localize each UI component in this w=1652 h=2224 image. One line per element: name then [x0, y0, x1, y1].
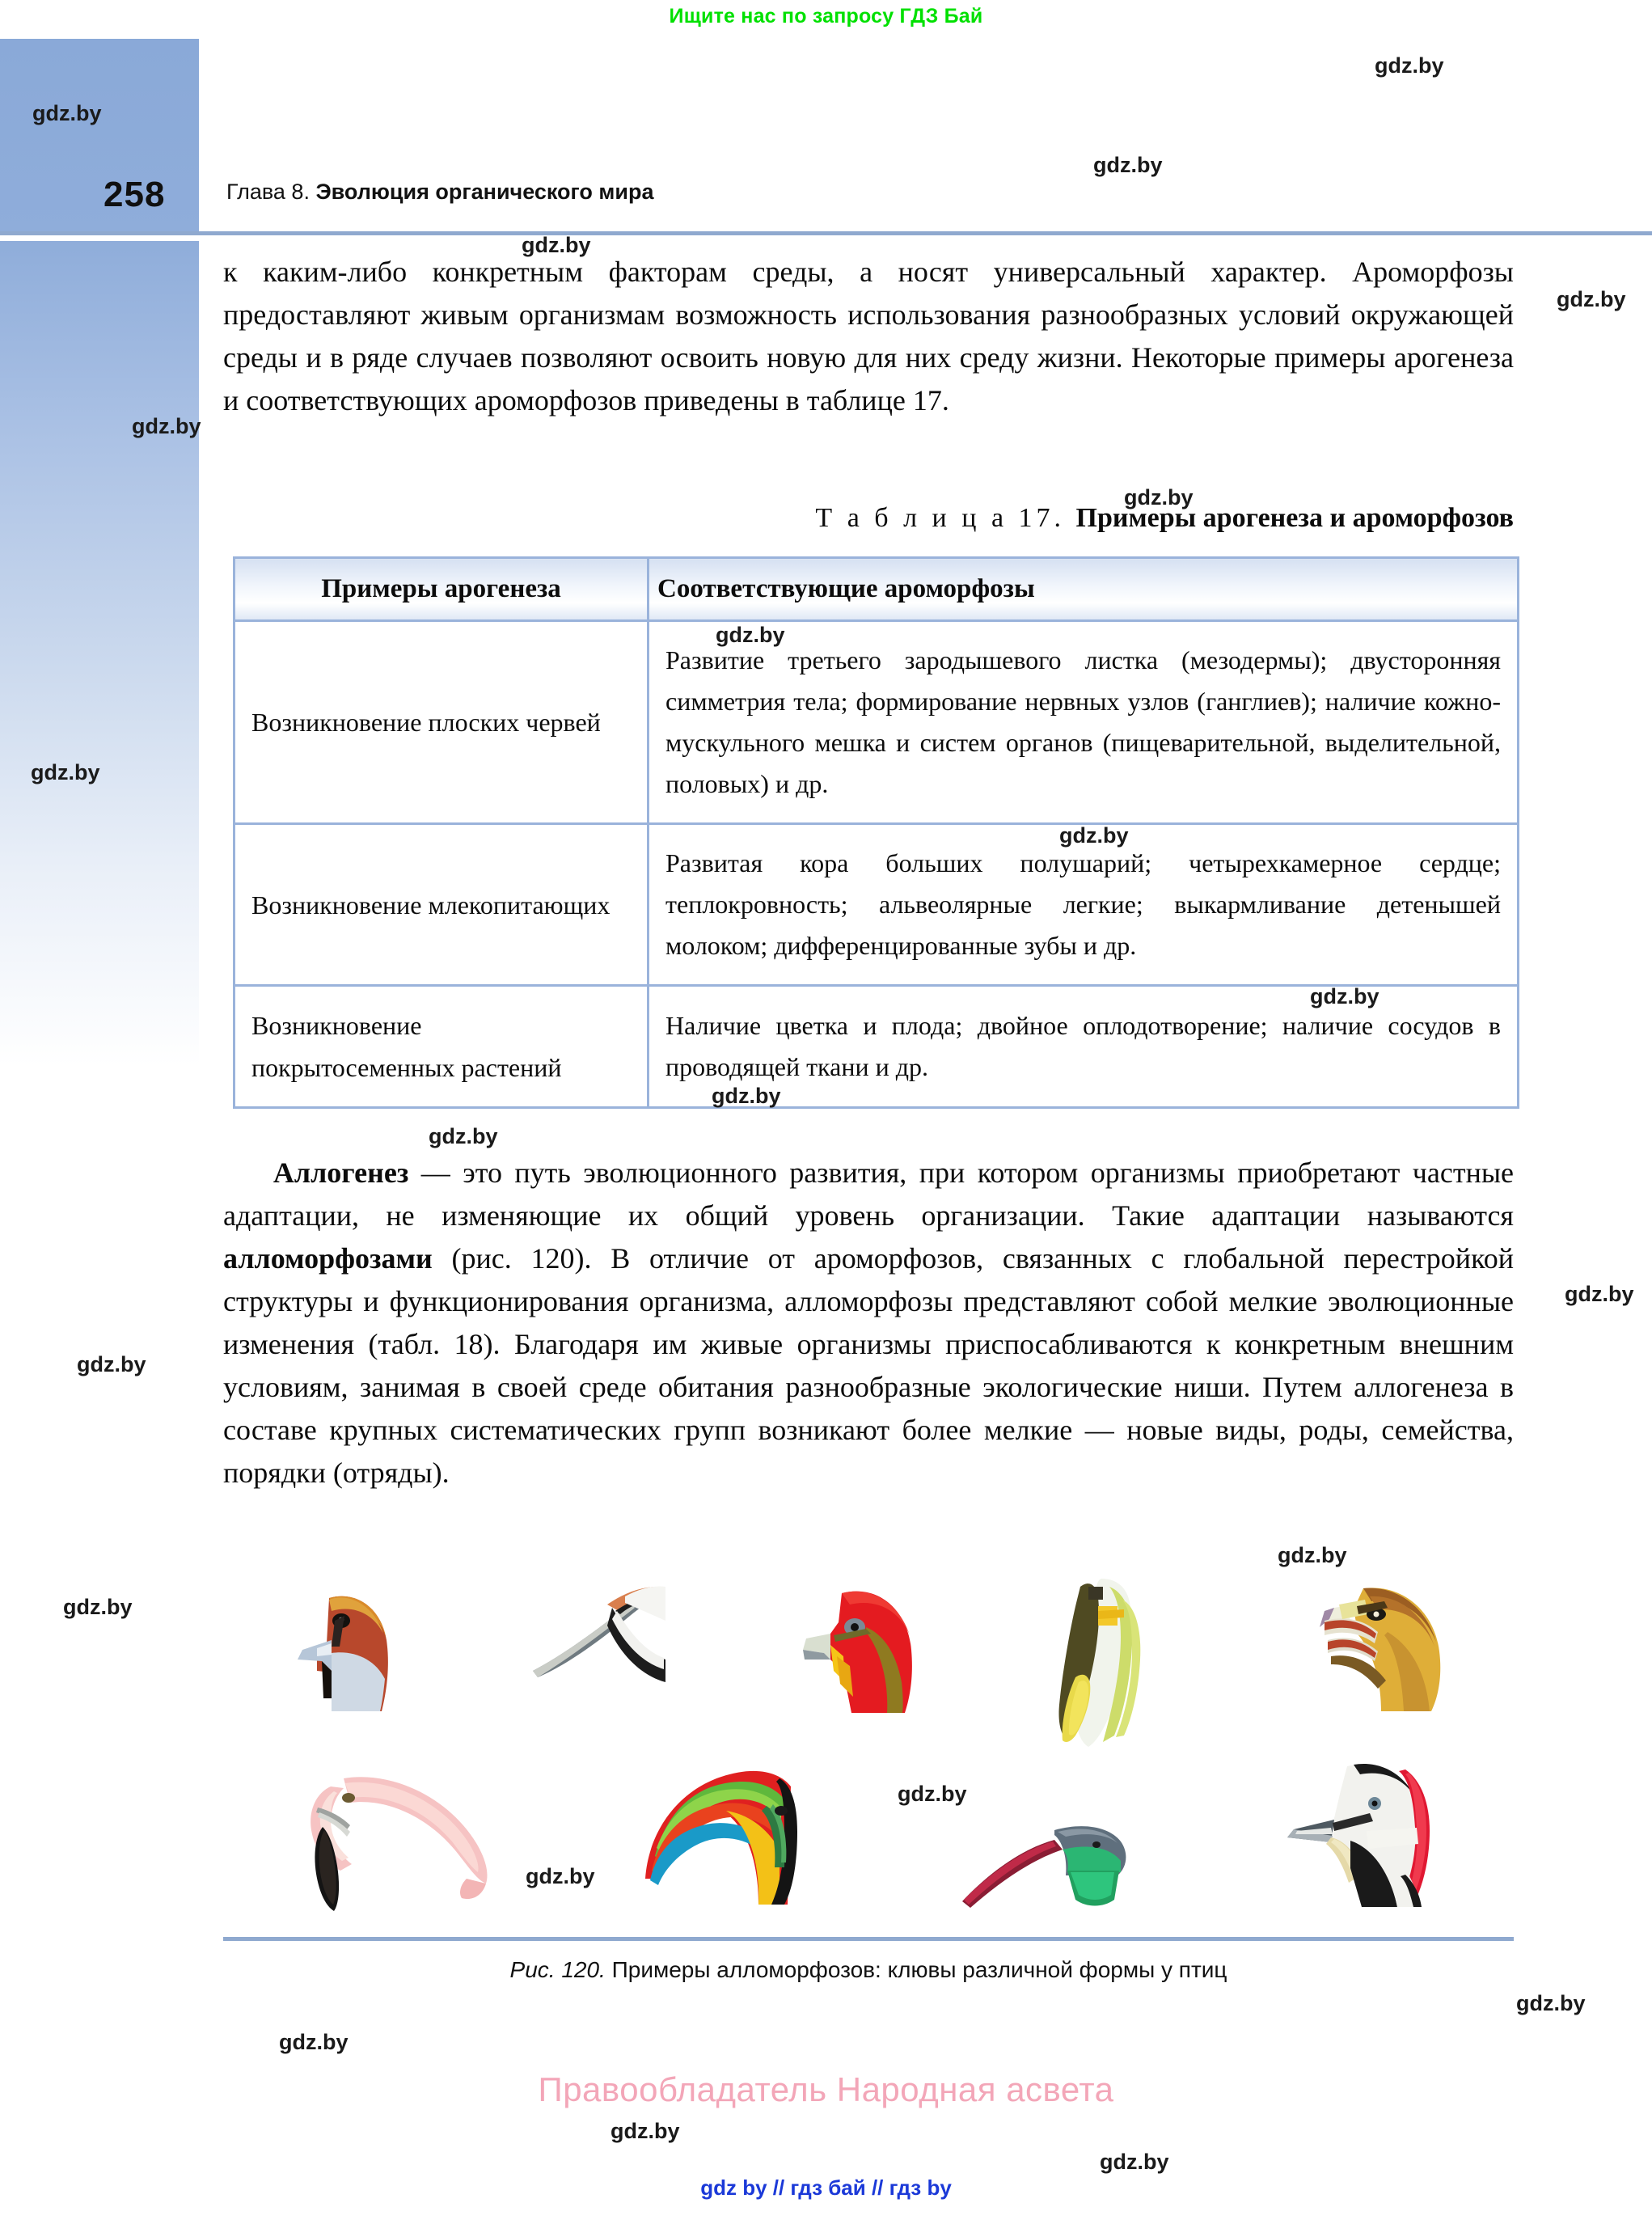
gdz-watermark: gdz.by [63, 1595, 133, 1619]
gdz-watermark: gdz.by [279, 2030, 349, 2054]
gdz-watermark: gdz.by [1093, 153, 1163, 177]
gdz-watermark: gdz.by [1278, 1543, 1347, 1567]
gdz-watermark: gdz.by [1516, 1991, 1586, 2015]
gdz-watermark: gdz.by [611, 2119, 680, 2143]
gdz-watermark: gdz.by [522, 233, 591, 257]
beak-illustration-pelican [1051, 1575, 1185, 1757]
beak-illustration-toucan [637, 1757, 811, 1919]
table-header-examples: Примеры арогенеза [234, 558, 649, 621]
table-cell-example: Возникновение плоских червей [234, 621, 649, 824]
gdz-watermark: gdz.by [1375, 53, 1444, 78]
table-cell-example: Возникновение покрытосеменных растений [234, 986, 649, 1108]
gdz-watermark: gdz.by [898, 1782, 967, 1806]
body-paragraph-1: к каким-либо конкретным факторам среды, а носят универсальный характер. Ароморфозы предоставляют живым организмам возможность использования разнообразных условий окружающей среды и в ряде случаев позволяют освоить новую для них среду жизни. Некоторые примеры арогенеза и соответствующих ароморфозов приведены в таблице 17. [223, 256, 1514, 416]
gdz-watermark: gdz.by [526, 1864, 595, 1888]
gdz-watermark: gdz.by [716, 623, 785, 647]
table-caption [223, 503, 1514, 534]
beak-illustration-grosbeak [285, 1575, 406, 1729]
beak-illustration-hummingbird [954, 1782, 1140, 1919]
figure-caption-number: Рис. 120. [509, 1957, 606, 1982]
table-header-row [234, 558, 1519, 621]
running-head [226, 180, 654, 205]
beak-illustration-avocet [528, 1575, 670, 1693]
table-row [234, 621, 1519, 824]
table-header-aromorphoses: Соответствующие ароморфозы [649, 558, 1519, 621]
beak-illustration-spoonbill [295, 1765, 493, 1919]
table-cell-aromorphoses: Развитая кора больших полушарий; четырехкамерное сердце; теплокровность; альвеолярные легкие; выкармливание детенышей молоком; дифференцированные зубы и др. [649, 824, 1519, 986]
gdz-watermark: gdz.by [132, 414, 201, 438]
term-allogenesis: Аллогенез [273, 1156, 409, 1189]
beak-illustration-cardinal [792, 1575, 929, 1725]
table-caption-title: Примеры арогенеза и ароморфозов [1075, 503, 1514, 533]
gdz-watermark: gdz.by [429, 1124, 498, 1148]
table-row [234, 824, 1519, 986]
gdz-watermark: gdz.by [1100, 2150, 1169, 2174]
figure-rule [223, 1937, 1514, 1941]
arogenesis-table [233, 556, 1519, 1109]
gdz-watermark: gdz.by [77, 1352, 146, 1376]
page-number: 258 [104, 175, 166, 214]
figure-caption-text: Примеры алломорфозов: клювы различной формы у птиц [605, 1957, 1227, 1982]
bottom-links[interactable]: gdz by // гдз бай // гдз by [700, 2175, 952, 2200]
gdz-watermark: gdz.by [31, 760, 100, 784]
paragraph-2-part-b: (рис. 120). В отличие от ароморфозов, связанных с глобальной перестройкой структуры и функционирования организма, алломорфозы представляют собой мелкие эволюционные изменения (табл. 18). Благодаря им живые организмы приспосабливаются к конкретным внешним условиям, занимая в своей среде обитания разнообразные экологические ниши. Путем аллогенеза в составе крупных систематических групп возникают более мелкие — новые виды, роды, семейства, порядки (отряды). [223, 1242, 1514, 1489]
beak-row-top [223, 1575, 1514, 1737]
body-paragraph-2 [223, 1152, 1514, 1495]
gdz-watermark: gdz.by [1059, 823, 1129, 848]
gdz-watermark: gdz.by [32, 101, 102, 125]
figure-120 [223, 1575, 1514, 1915]
table-caption-label: Т а б л и ц а 17. [815, 503, 1076, 533]
table-cell-aromorphoses: Развитие третьего зародышевого листка (мезодермы); двусторонняя симметрия тела; формирование нервных узлов (ганглиев); наличие кожно-мускульного мешка и систем органов (пищеварительной, выделительной, половых) и др. [649, 621, 1519, 824]
gdz-watermark: gdz.by [1565, 1282, 1634, 1306]
beak-illustration-eagle [1307, 1575, 1452, 1725]
gdz-watermark: gdz.by [1557, 287, 1626, 311]
beak-row-bottom [223, 1757, 1514, 1919]
table-row [234, 986, 1519, 1108]
sidebar-accent-body [0, 241, 199, 1066]
gdz-watermark: gdz.by [1124, 485, 1194, 509]
gdz-watermark: gdz.by [712, 1084, 781, 1108]
table-body [234, 621, 1519, 1108]
header-rule [0, 231, 1652, 235]
gdz-watermark: gdz.by [1310, 984, 1379, 1008]
beak-illustration-woodpecker [1284, 1753, 1442, 1919]
figure-caption [223, 1957, 1514, 1983]
table-cell-aromorphoses: Наличие цветка и плода; двойное оплодотворение; наличие сосудов в проводящей ткани и др. [649, 986, 1519, 1108]
rights-holder-watermark: Правообладатель Народная асвета [538, 2070, 1114, 2108]
paragraph-2-part-a: — это путь эволюционного развития, при котором организмы приобретают частные адаптации, не изменяющие их общий уровень организации. Такие адаптации называются [223, 1156, 1515, 1232]
promo-banner: Ищите нас по запросу ГДЗ Бай [669, 5, 983, 27]
term-allomorphoses: алломорфозами [223, 1242, 433, 1275]
running-head-title: Эволюция органического мира [315, 180, 654, 204]
sidebar-accent-top [0, 39, 199, 233]
table-cell-example: Возникновение млекопитающих [234, 824, 649, 986]
running-head-chapter: Глава 8. [226, 180, 316, 204]
table-head [234, 558, 1519, 621]
